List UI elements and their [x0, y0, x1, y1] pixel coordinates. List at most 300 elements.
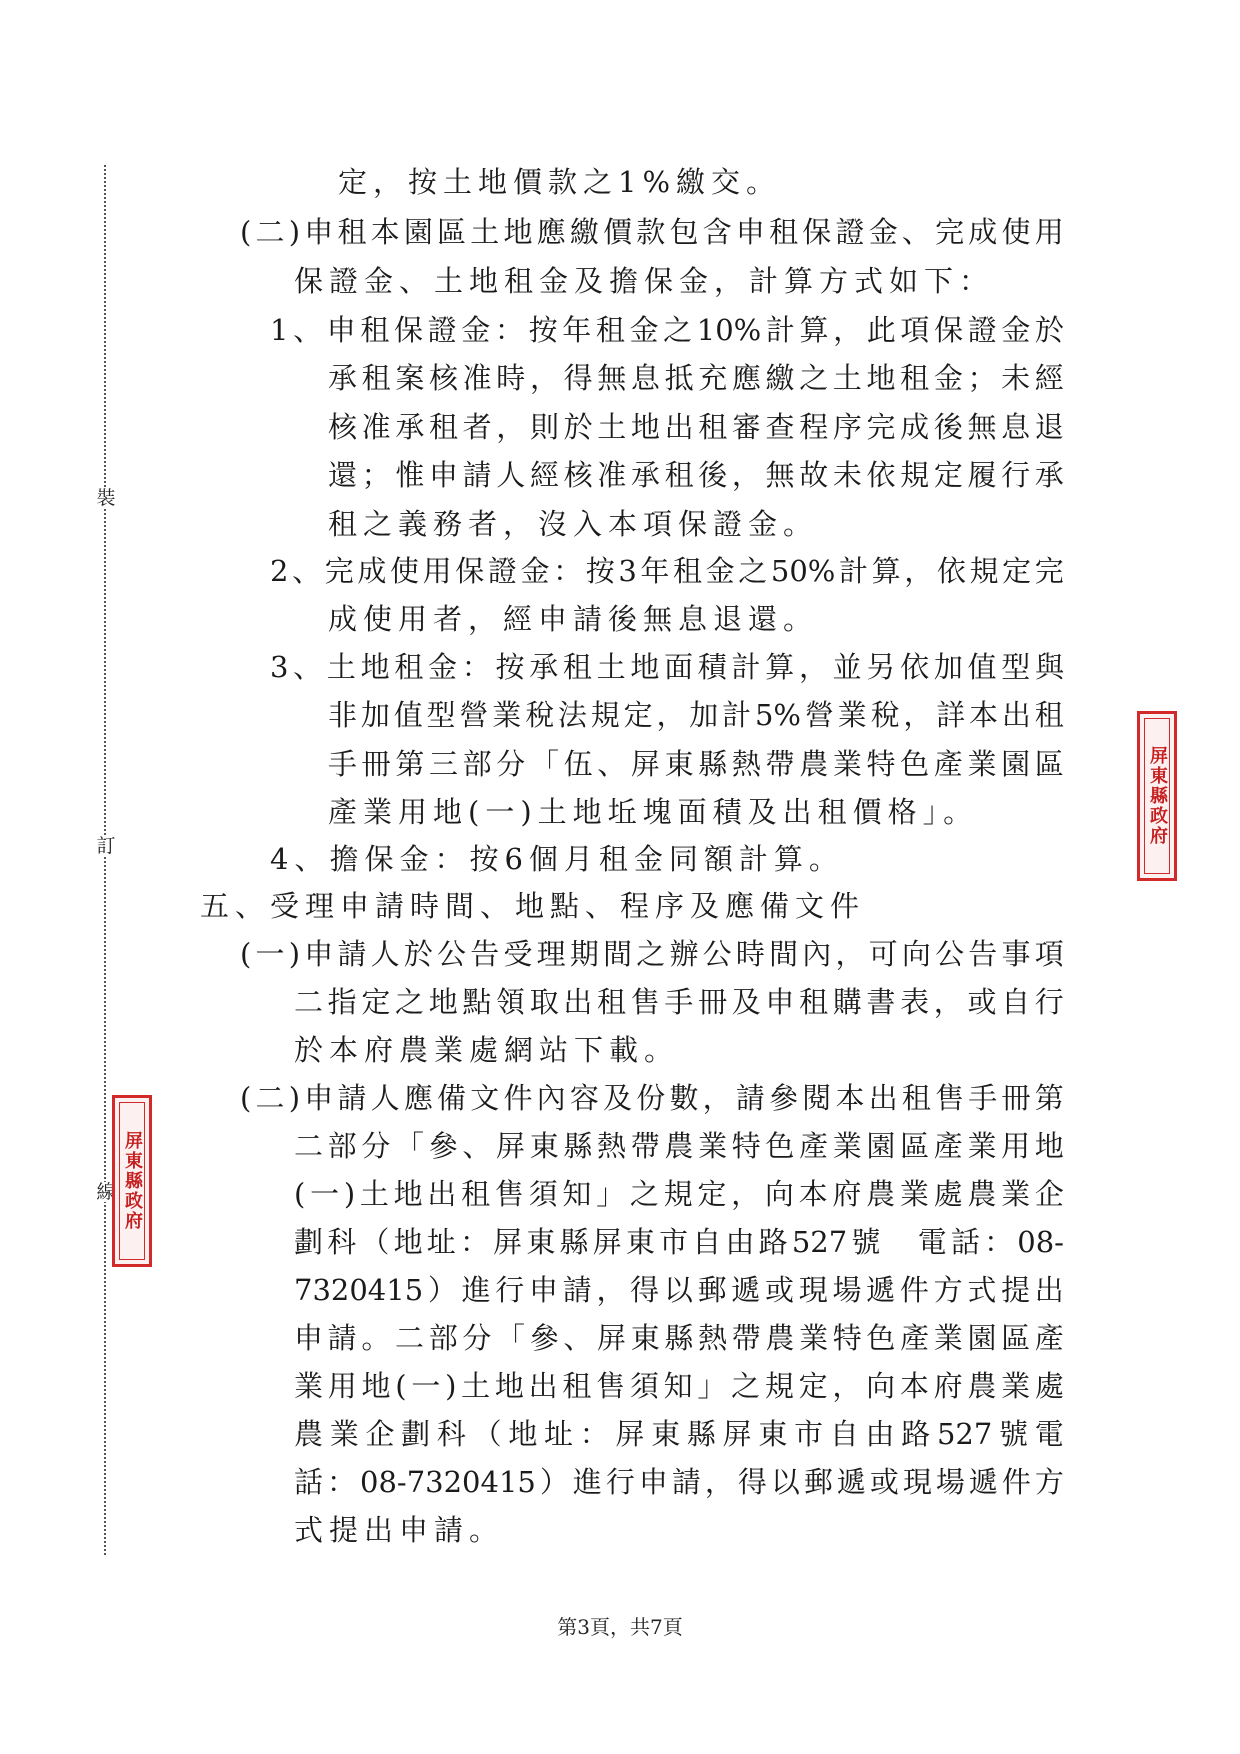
glyph: ，: [933, 985, 963, 1019]
glyph: 熱: [698, 1321, 728, 1355]
glyph: 10%: [696, 313, 762, 347]
glyph: 金: [629, 313, 659, 347]
glyph: 行: [1034, 985, 1064, 1019]
glyph: 527: [791, 1225, 848, 1259]
glyph: 計: [765, 313, 795, 347]
glyph: 手: [968, 1081, 998, 1115]
glyph: 充: [698, 361, 728, 395]
glyph: 承: [630, 458, 660, 492]
glyph: 3: [270, 650, 289, 684]
glyph: 業: [799, 1321, 829, 1355]
glyph: 一: [411, 1369, 441, 1403]
glyph: 分: [496, 747, 526, 781]
glyph: 金: [461, 313, 491, 347]
glyph: 屏: [597, 1321, 627, 1355]
glyph: 業: [899, 1177, 929, 1211]
glyph: 話: [294, 1465, 324, 1499]
glyph: 稅: [525, 698, 555, 732]
glyph: 核: [328, 410, 358, 444]
glyph: 東: [630, 1321, 660, 1355]
glyph: 出: [528, 1369, 558, 1403]
glyph: 內: [802, 937, 832, 971]
glyph: 劃: [401, 1417, 431, 1451]
glyph: 提: [1001, 1273, 1031, 1307]
glyph: 第: [1034, 1081, 1064, 1115]
glyph: 請: [562, 1273, 592, 1307]
glyph: 非: [328, 698, 358, 732]
glyph: 成: [900, 410, 930, 444]
glyph: 算: [871, 554, 901, 588]
list-item-1-line-2: [328, 354, 1064, 402]
glyph: 色: [900, 747, 930, 781]
glyph: 」: [697, 1369, 727, 1403]
glyph: 之: [636, 937, 666, 971]
glyph: 527: [936, 1417, 993, 1451]
binding-char-zhuang: 裝: [96, 487, 116, 509]
glyph: 向: [764, 1177, 794, 1211]
glyph: 遞: [731, 1273, 761, 1307]
glyph: 遞: [836, 1465, 866, 1499]
glyph: 無: [967, 410, 997, 444]
glyph: 證: [427, 313, 457, 347]
glyph: 金: [933, 361, 963, 395]
glyph: 申: [294, 1321, 324, 1355]
glyph: 土: [597, 410, 627, 444]
binding-dotted-line: [104, 165, 106, 1555]
glyph: 科: [327, 1225, 357, 1259]
glyph: 場: [832, 1273, 862, 1307]
glyph: 冊: [1001, 1081, 1031, 1115]
glyph: 縣: [563, 1129, 593, 1163]
glyph: 地: [361, 1369, 391, 1403]
glyph: 業: [1001, 1177, 1031, 1211]
glyph: ，: [596, 1273, 626, 1307]
glyph: 領: [496, 985, 526, 1019]
glyph: 、: [462, 1129, 492, 1163]
glyph: 承: [529, 650, 559, 684]
glyph: 申: [735, 215, 765, 249]
glyph: 土: [596, 650, 626, 684]
glyph: 得: [630, 1273, 660, 1307]
glyph: 、: [901, 215, 931, 249]
glyph: 屏: [615, 1417, 645, 1451]
glyph: 後: [933, 410, 963, 444]
glyph: 縣: [559, 1225, 589, 1259]
glyph: 申: [304, 215, 334, 249]
glyph: 營: [459, 698, 489, 732]
glyph: 租: [597, 985, 627, 1019]
glyph: 按: [585, 554, 615, 588]
glyph: 證: [967, 313, 997, 347]
glyph: ：: [579, 1417, 609, 1451]
sub-item-2-line-3: [294, 1170, 1064, 1218]
glyph: 退: [1034, 410, 1064, 444]
glyph: 規: [969, 554, 999, 588]
glyph: 請: [327, 1321, 357, 1355]
glyph: 業: [1001, 1369, 1031, 1403]
list-item-2-line-2: 成使用者，經申請後無息退還。: [328, 602, 819, 636]
glyph: 現: [902, 1465, 932, 1499]
glyph: 」: [596, 1177, 626, 1211]
glyph: 項: [1034, 937, 1064, 971]
glyph: 租: [769, 215, 799, 249]
glyph: 遞: [866, 1273, 896, 1307]
sub-item-1-line-3: 於本府農業處網站下載。: [294, 1033, 680, 1067]
glyph: 數: [669, 1081, 699, 1115]
glyph: 場: [935, 1465, 965, 1499]
glyph: 出: [868, 1081, 898, 1115]
glyph: 定: [1002, 554, 1032, 588]
glyph: 息: [1001, 410, 1031, 444]
glyph: 向: [901, 937, 931, 971]
glyph: 自: [1001, 985, 1031, 1019]
glyph: 區: [1034, 747, 1064, 781]
glyph: 得: [563, 361, 593, 395]
glyph: ，: [529, 361, 559, 395]
glyph: 金: [1001, 313, 1031, 347]
glyph: 50%: [770, 554, 836, 588]
glyph: 農: [799, 747, 829, 781]
glyph: 未: [832, 458, 862, 492]
glyph: ；: [967, 361, 997, 395]
glyph: 手: [328, 747, 358, 781]
glyph: 售: [596, 1369, 626, 1403]
glyph: 向: [866, 1369, 896, 1403]
glyph: 由: [725, 1225, 755, 1259]
glyph: 方: [933, 1273, 963, 1307]
glyph: 抵: [664, 361, 694, 395]
glyph: 用: [422, 554, 452, 588]
glyph: 府: [832, 1177, 862, 1211]
glyph: 理: [536, 937, 566, 971]
glyph: 業: [698, 1129, 728, 1163]
glyph: 園: [1001, 747, 1031, 781]
glyph: ：: [553, 554, 583, 588]
glyph: 申: [304, 1081, 334, 1115]
glyph: 分: [462, 1321, 492, 1355]
glyph: 款: [636, 215, 666, 249]
glyph: 件: [1001, 1465, 1031, 1499]
glyph: 依: [936, 554, 966, 588]
glyph: 本: [798, 1177, 828, 1211]
glyph: 內: [536, 1081, 566, 1115]
glyph: 三: [428, 747, 458, 781]
glyph: 准: [462, 361, 492, 395]
glyph: 應: [731, 361, 761, 395]
glyph: 東: [651, 1417, 681, 1451]
glyph: 進: [461, 1273, 491, 1307]
glyph: 於: [403, 937, 433, 971]
glyph: 完: [866, 410, 896, 444]
glyph: 1: [270, 313, 289, 347]
glyph: ，: [731, 458, 761, 492]
sub-item-2-line-1: [240, 1074, 1064, 1122]
glyph: 之: [738, 554, 768, 588]
glyph: 色: [765, 1129, 795, 1163]
list-item-1-line-3: [328, 403, 1064, 451]
glyph: ：: [459, 1225, 489, 1259]
glyph: 08-7320415: [360, 1465, 536, 1499]
glyph: 及: [603, 1081, 633, 1115]
glyph: ，: [833, 313, 863, 347]
glyph: 企: [1034, 1177, 1064, 1211]
glyph: 租: [337, 215, 367, 249]
glyph: 業: [294, 1369, 324, 1403]
sub-item-2-line-10: 式提出申請。: [294, 1513, 505, 1547]
text-line-3: 保證金、土地租金及擔保金，計算方式如下：: [294, 264, 995, 298]
sub-item-2-line-8: [294, 1410, 1064, 1458]
glyph: 屏: [630, 747, 660, 781]
glyph: 承: [395, 410, 425, 444]
glyph: 租: [394, 650, 424, 684]
glyph: 帶: [630, 1129, 660, 1163]
glyph: 無: [765, 458, 795, 492]
glyph: 縣: [698, 747, 728, 781]
glyph: 時: [735, 937, 765, 971]
glyph: 含: [702, 215, 732, 249]
glyph: 業: [967, 747, 997, 781]
glyph: 閱: [802, 1081, 832, 1115]
glyph: 規: [663, 1177, 693, 1211]
glyph: 業: [492, 698, 522, 732]
glyph: ，: [656, 698, 686, 732]
glyph: 表: [900, 985, 930, 1019]
glyph: ): [288, 937, 301, 971]
glyph: 使: [1001, 215, 1031, 249]
sub-item-2-line-7: [294, 1362, 1064, 1410]
text-line-1: 定，按土地價款之1%繳交。: [338, 165, 782, 199]
glyph: ：: [327, 1465, 357, 1499]
sub-item-1-line-1: [240, 930, 1064, 978]
glyph: 保: [934, 313, 964, 347]
glyph: 「: [496, 1321, 526, 1355]
glyph: 土: [832, 361, 862, 395]
glyph: 計: [722, 698, 752, 732]
glyph: 土: [470, 215, 500, 249]
glyph: 、: [563, 1321, 593, 1355]
glyph: 人: [370, 937, 400, 971]
glyph: 承: [328, 361, 358, 395]
glyph: 事: [1001, 937, 1031, 971]
glyph: 告: [968, 937, 998, 971]
glyph: 行: [495, 1273, 525, 1307]
glyph: 申: [638, 1465, 668, 1499]
glyph: 二: [255, 215, 285, 249]
glyph: 件: [503, 1081, 533, 1115]
glyph: 詳: [936, 698, 966, 732]
glyph: 購: [832, 985, 862, 1019]
glyph: 售: [630, 985, 660, 1019]
glyph: 第: [395, 747, 425, 781]
glyph: 式: [967, 1273, 997, 1307]
glyph: 進: [572, 1465, 602, 1499]
glyph: 農: [294, 1417, 324, 1451]
glyph: 並: [832, 650, 862, 684]
glyph: 東: [625, 1225, 655, 1259]
glyph: 申: [765, 985, 795, 1019]
list-item-3-line-2: [328, 691, 1064, 739]
glyph: 項: [900, 313, 930, 347]
glyph: 由: [865, 1417, 895, 1451]
glyph: 點: [462, 985, 492, 1019]
glyph: 特: [731, 1129, 761, 1163]
glyph: 園: [403, 215, 433, 249]
glyph: 屏: [496, 1129, 526, 1163]
glyph: 電: [917, 1225, 947, 1259]
glyph: 「: [395, 1129, 425, 1163]
glyph: 產: [900, 1321, 930, 1355]
glyph: 縣: [664, 1321, 694, 1355]
glyph: 書: [866, 985, 896, 1019]
glyph: 年: [640, 554, 670, 588]
glyph: 之: [799, 361, 829, 395]
glyph: 址: [426, 1225, 456, 1259]
glyph: 之: [395, 985, 425, 1019]
glyph: 定: [798, 1369, 828, 1403]
glyph: 公: [437, 937, 467, 971]
glyph: ，: [702, 1081, 732, 1115]
glyph: 時: [496, 361, 526, 395]
glyph: 二: [294, 1129, 324, 1163]
sub-item-2-line-5: [294, 1266, 1064, 1314]
glyph: 知: [562, 1177, 592, 1211]
glyph: 土: [326, 650, 356, 684]
glyph: ): [288, 215, 301, 249]
glyph: 農: [765, 1321, 795, 1355]
glyph: (: [294, 1177, 306, 1211]
glyph: 申: [326, 313, 356, 347]
glyph: 2: [270, 554, 289, 588]
glyph: 租: [361, 361, 391, 395]
glyph: 定: [623, 698, 653, 732]
glyph: 號: [851, 1225, 881, 1259]
glyph: 用: [1001, 1129, 1031, 1163]
glyph: 業: [967, 1129, 997, 1163]
glyph: 「: [529, 747, 559, 781]
glyph: 出: [1034, 1273, 1064, 1307]
glyph: 計: [731, 650, 761, 684]
glyph: 遞: [968, 1465, 998, 1499]
glyph: 自: [829, 1417, 859, 1451]
glyph: 序: [832, 410, 862, 444]
glyph: 繳: [569, 215, 599, 249]
glyph: 屏: [592, 1225, 622, 1259]
glyph: 還: [328, 458, 358, 492]
glyph: 人: [370, 1081, 400, 1115]
glyph: 間: [769, 937, 799, 971]
glyph: 此: [866, 313, 896, 347]
glyph: 本: [370, 215, 400, 249]
glyph: ，: [798, 650, 828, 684]
glyph: ）: [539, 1465, 569, 1499]
glyph: 業: [832, 1129, 862, 1163]
glyph: 自: [692, 1225, 722, 1259]
glyph: 准: [361, 410, 391, 444]
glyph: 手: [664, 985, 694, 1019]
glyph: 經: [529, 458, 559, 492]
glyph: ): [288, 1081, 301, 1115]
sub-item-2-line-4: [294, 1218, 1064, 1266]
list-item-4-line-1: 4、擔保金：按6個月租金同額計算。: [270, 842, 844, 876]
glyph: ): [343, 1177, 356, 1211]
list-item-3-line-1: [270, 643, 1064, 691]
glyph: 價: [603, 215, 633, 249]
glyph: 本: [969, 698, 999, 732]
glyph: 租: [900, 361, 930, 395]
glyph: 或: [967, 985, 997, 1019]
glyph: 及: [731, 985, 761, 1019]
glyph: 帶: [765, 747, 795, 781]
glyph: 。: [361, 1321, 391, 1355]
glyph: 核: [428, 361, 458, 395]
binding-char-ding: 訂: [96, 835, 116, 857]
glyph: 用: [1034, 215, 1064, 249]
glyph: 地: [360, 650, 390, 684]
glyph: 府: [933, 1369, 963, 1403]
glyph: 路: [901, 1417, 931, 1451]
glyph: 面: [664, 650, 694, 684]
glyph: ，: [903, 698, 933, 732]
glyph: 審: [731, 410, 761, 444]
glyph: 故: [799, 458, 829, 492]
glyph: （: [360, 1225, 390, 1259]
glyph: 請: [671, 1465, 701, 1499]
glyph: 須: [528, 1177, 558, 1211]
glyph: 成: [357, 554, 387, 588]
sub-item-2-line-2: [294, 1122, 1064, 1170]
glyph: 指: [327, 985, 357, 1019]
list-item-1-line-1: [270, 306, 1064, 354]
glyph: 算: [799, 313, 829, 347]
glyph: 行: [605, 1465, 635, 1499]
glyph: 一: [310, 1177, 340, 1211]
glyph: 農: [967, 1177, 997, 1211]
glyph: 依: [866, 458, 896, 492]
glyph: 08-: [1017, 1225, 1064, 1259]
glyph: 履: [967, 458, 997, 492]
text-line-2: [240, 208, 1064, 256]
glyph: (: [240, 937, 252, 971]
glyph: ：: [494, 313, 524, 347]
glyph: ，: [904, 554, 934, 588]
glyph: 准: [597, 458, 627, 492]
glyph: 電: [1034, 1417, 1064, 1451]
glyph: 參: [529, 1321, 559, 1355]
glyph: 業: [832, 747, 862, 781]
glyph: 申: [529, 1273, 559, 1307]
glyph: 規: [590, 698, 620, 732]
glyph: 租: [461, 1177, 491, 1211]
glyph: 本: [835, 1081, 865, 1115]
glyph: 地: [393, 1177, 423, 1211]
glyph: 積: [697, 650, 727, 684]
glyph: 號: [999, 1417, 1029, 1451]
glyph: 特: [866, 747, 896, 781]
glyph: 路: [758, 1225, 788, 1259]
glyph: 二: [395, 1321, 425, 1355]
glyph: 售: [494, 1177, 524, 1211]
glyph: 部: [327, 1129, 357, 1163]
glyph: 業: [837, 698, 867, 732]
glyph: 之: [663, 313, 693, 347]
glyph: 地: [494, 1369, 524, 1403]
glyph: 行: [1001, 458, 1031, 492]
glyph: 後: [698, 458, 728, 492]
glyph: 應: [536, 215, 566, 249]
glyph: 地: [503, 215, 533, 249]
glyph: 7320415: [294, 1273, 424, 1307]
glyph: 另: [866, 650, 896, 684]
